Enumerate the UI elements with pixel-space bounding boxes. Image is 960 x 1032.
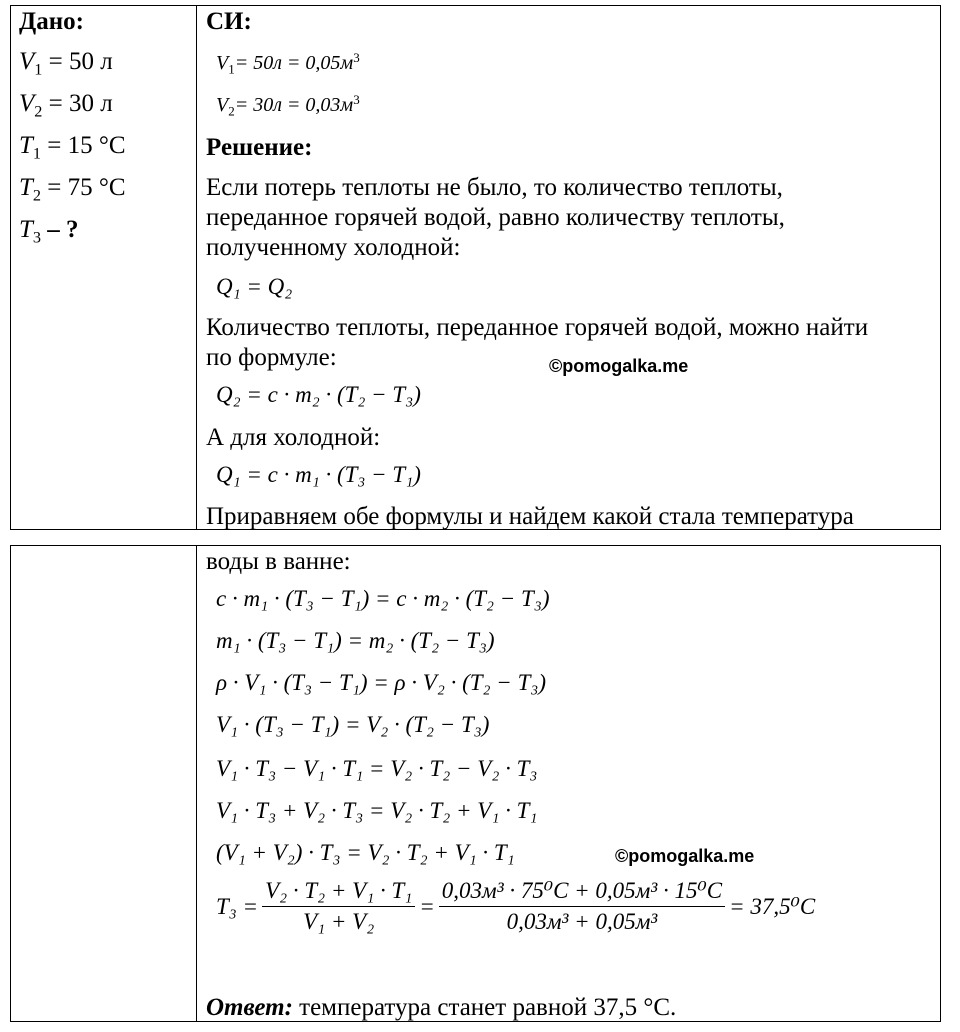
solution-text-4: Приравняем обе формулы и найдем какой стала температура (206, 503, 854, 530)
fraction-numeric-numerator: 0,03м³ · 75⁰С + 0,05м³ · 15⁰С (439, 878, 725, 907)
given-header: Дано: (19, 8, 84, 35)
equation-step-6: V₁ · T₃ + V₂ · T₃ = V₂ · T₂ + V₁ · T₁ (216, 798, 538, 823)
equation-q1: Q₁ = c · m₁ · (T₃ − T₁) (216, 462, 421, 487)
equation-q2: Q₂ = c · m₂ · (T₂ − T₃) (216, 382, 421, 407)
column-divider (196, 546, 197, 1021)
equation-step-7: (V₁ + V₂) · T₃ = V₂ · T₂ + V₁ · T₁ (216, 840, 515, 865)
fraction-symbolic (262, 878, 415, 935)
si-line-2: $V_2= 30л = 0,03м^3$ (216, 91, 360, 119)
equation-step-2: m₁ · (T₃ − T₁) = m₂ · (T₂ − T₃) (216, 628, 495, 653)
solution-text-1b: переданное горячей водой, равно количеству теплоты, (206, 204, 785, 231)
solution-text-2b: по формуле: (206, 344, 337, 371)
solution-table-part-1 (10, 5, 941, 530)
answer-label: Ответ: (206, 994, 293, 1021)
column-divider (196, 6, 197, 529)
answer-line (206, 994, 676, 1022)
given-v1: $V_1 = 50$ л (19, 48, 113, 79)
final-lhs: T₃ = (216, 893, 259, 919)
solution-text-1c: полученному холодной: (206, 234, 461, 261)
fraction-symbolic-denominator: V₁ + V₂ (303, 909, 375, 934)
watermark: ©pomogalka.me (615, 846, 755, 866)
given-t3-unknown: $T_3$ – ? (19, 216, 79, 247)
fraction-numeric-denominator: 0,03м³ + 0,05м³ (506, 909, 658, 934)
equation-step-4: V₁ · (T₃ − T₁) = V₂ · (T₂ − T₃) (216, 712, 490, 737)
given-v2: $V_2 = 30$ л (19, 90, 113, 121)
fraction-numeric (439, 878, 725, 935)
final-result: = 37,5⁰С (729, 893, 816, 919)
solution-text-1a: Если потерь теплоты не было, то количество теплоты, (206, 174, 783, 201)
si-line-1: $V_1= 50л = 0,05м^3$ (216, 49, 360, 77)
solution-header: Решение: (206, 134, 313, 161)
solution-text-2a: Количество теплоты, переданное горячей водой, можно найти (206, 314, 869, 341)
answer-text: температура станет равной 37,5 °С. (292, 994, 677, 1021)
given-t1: $T_1 = 15$ °С (19, 132, 126, 163)
final-equation (216, 878, 815, 935)
si-header: СИ: (206, 8, 252, 35)
fraction-symbolic-numerator: V₂ · T₂ + V₁ · T₁ (262, 878, 415, 907)
equation-q1-eq-q2: Q₁ = Q₂ (216, 274, 293, 299)
solution-text-3: А для холодной: (206, 424, 381, 451)
solution-text-5: воды в ванне: (206, 548, 351, 575)
equation-step-1: c · m₁ · (T₃ − T₁) = c · m₂ · (T₂ − T₃) (216, 586, 550, 611)
equation-step-3: ρ · V₁ · (T₃ − T₁) = ρ · V₂ · (T₂ − T₃) (216, 670, 547, 695)
given-t2: $T_2 = 75$ °С (19, 174, 126, 205)
watermark: ©pomogalka.me (549, 356, 689, 376)
equals-sign: = (419, 893, 435, 919)
solution-table-part-2 (10, 545, 941, 1022)
equation-step-5: V₁ · T₃ − V₁ · T₁ = V₂ · T₂ − V₂ · T₃ (216, 756, 538, 781)
